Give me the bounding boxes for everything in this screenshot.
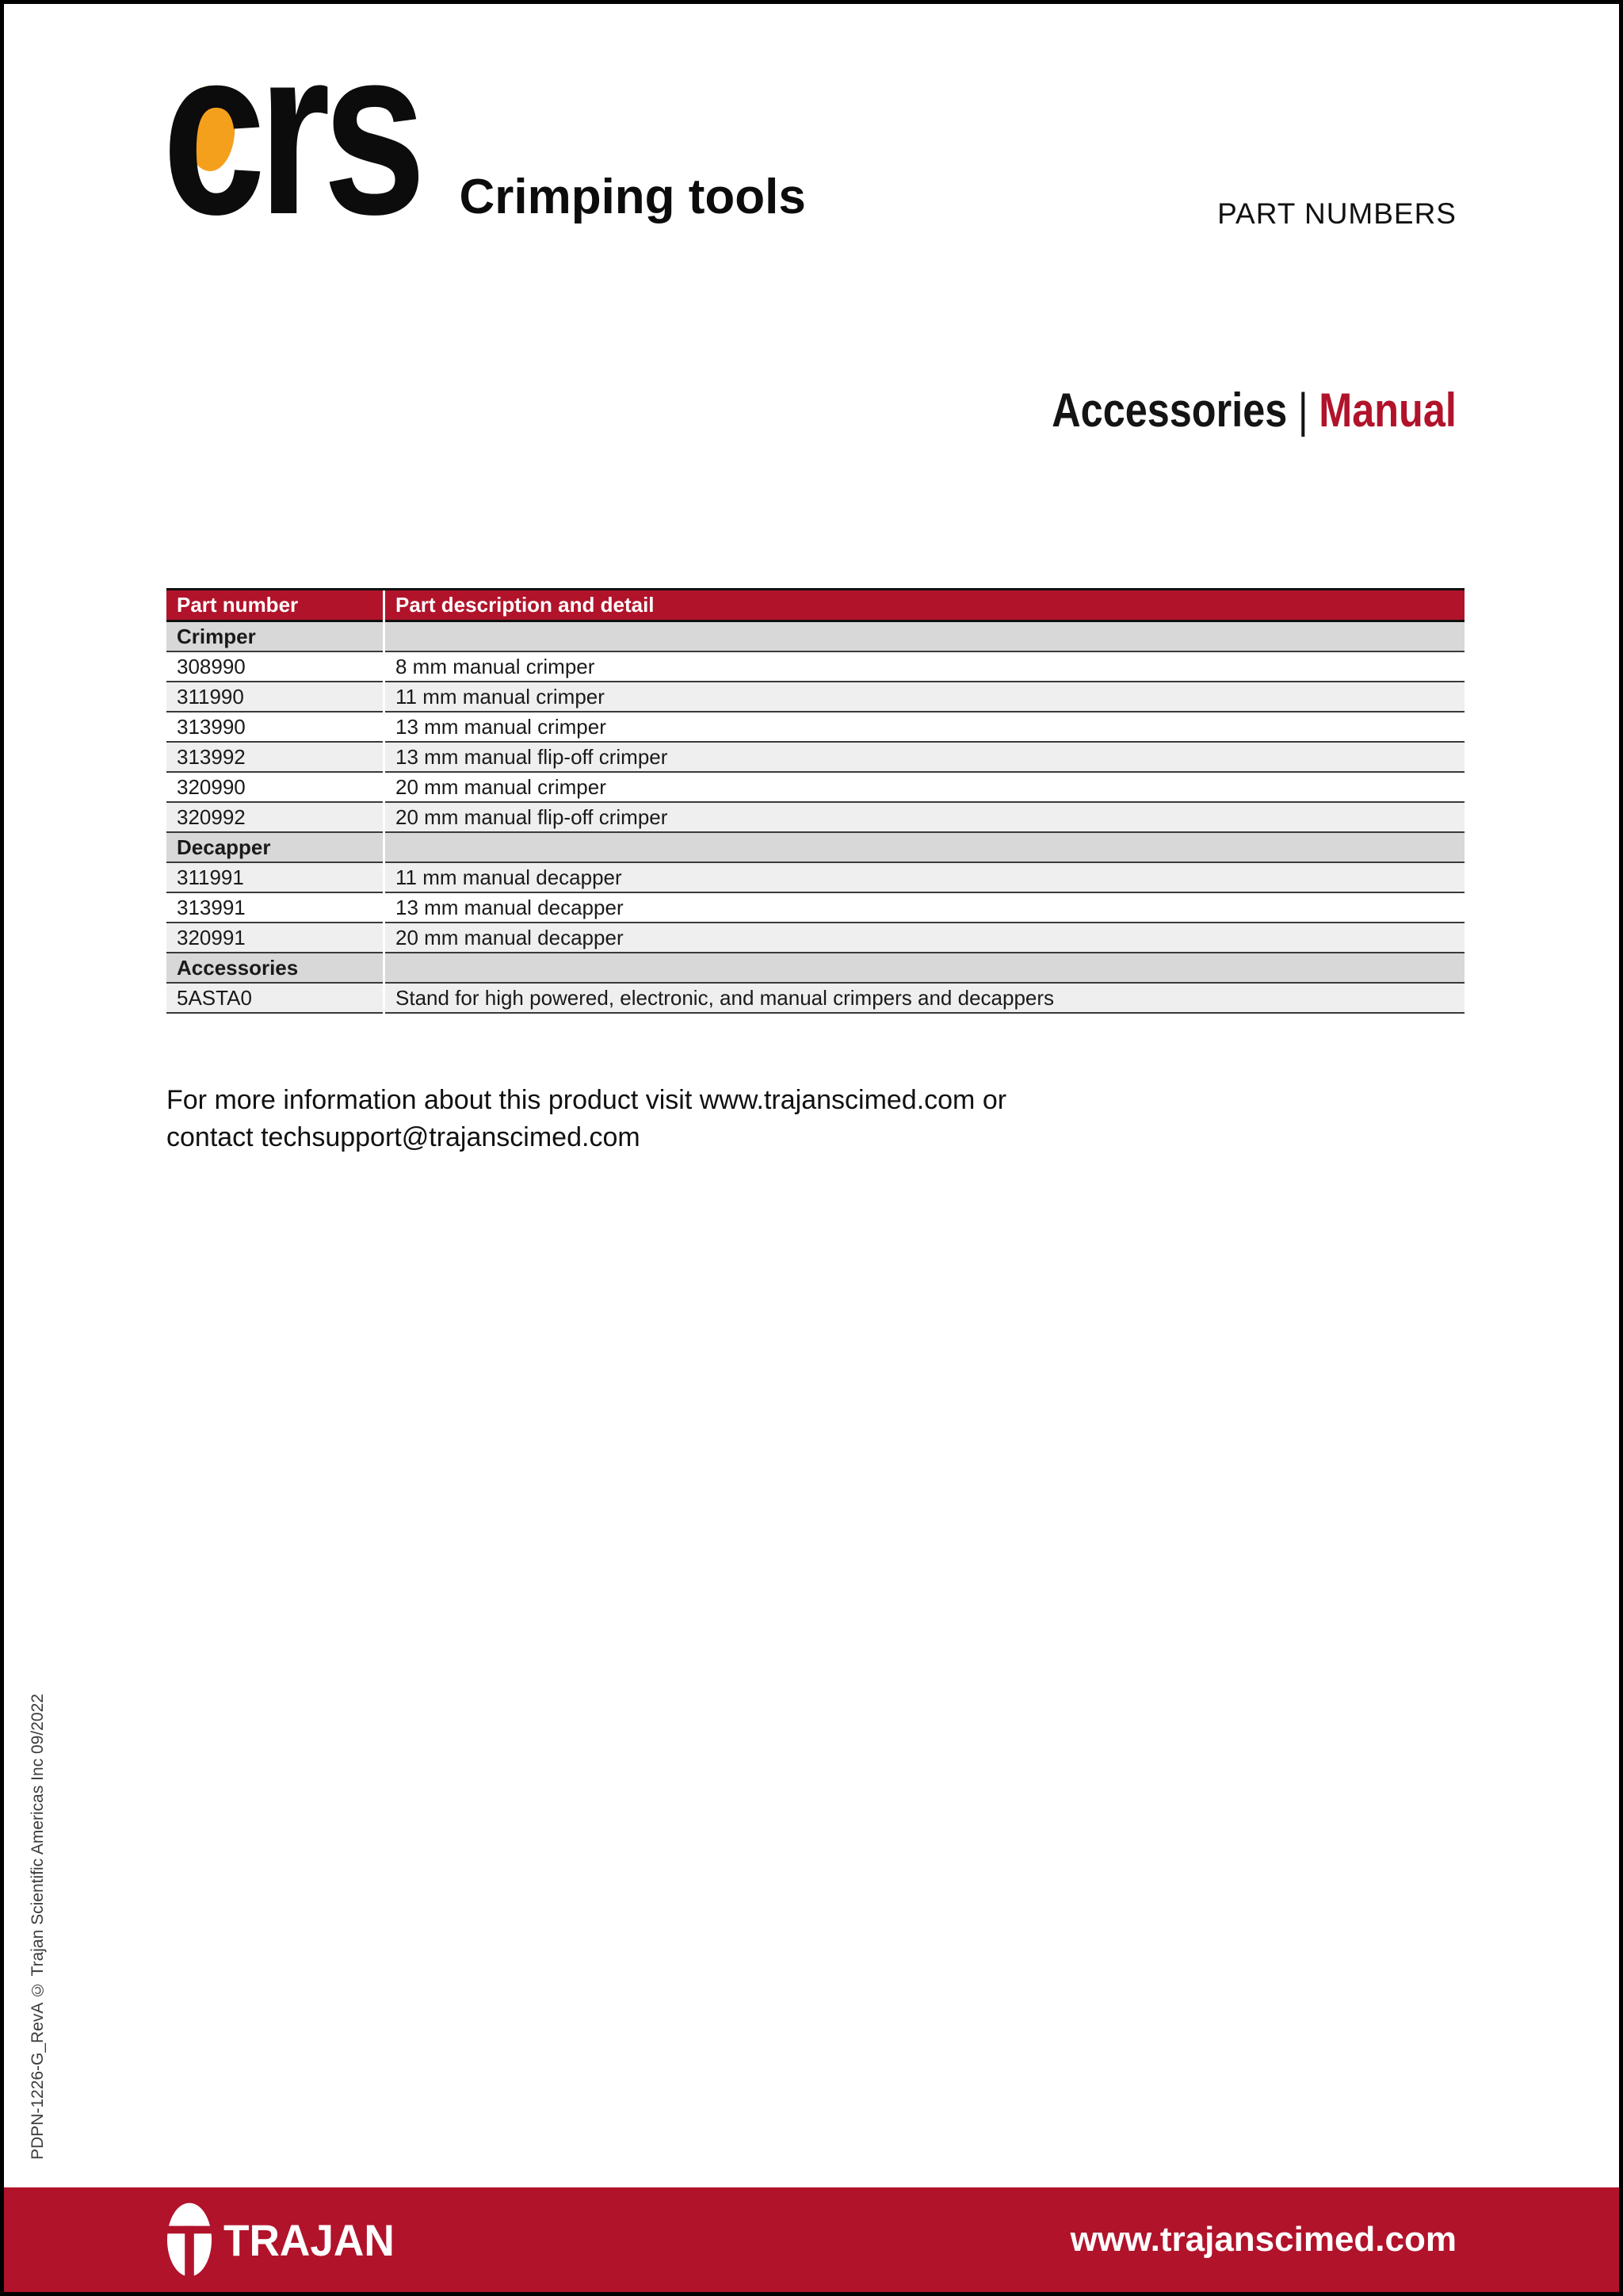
crs-logo — [162, 0, 419, 264]
parts-table-body — [166, 622, 1465, 1014]
part-description-cell: 8 mm manual crimper — [385, 652, 1465, 682]
section-filler — [385, 953, 1465, 984]
table-row — [166, 803, 1465, 833]
table-row — [166, 984, 1465, 1014]
heading-variant: Manual — [1319, 384, 1457, 437]
column-header-description: Part description and detail — [385, 590, 1465, 622]
info-line-1: For more information about this product visit www.trajanscimed.com or — [166, 1085, 1007, 1115]
table-row — [166, 863, 1465, 893]
part-description-cell: 13 mm manual flip-off crimper — [385, 743, 1465, 773]
part-number-cell: 313990 — [166, 712, 383, 743]
part-description-cell: 20 mm manual flip-off crimper — [385, 803, 1465, 833]
table-row — [166, 743, 1465, 773]
heading-divider: | — [1297, 384, 1308, 437]
masthead — [162, 0, 806, 264]
part-description-cell: 20 mm manual crimper — [385, 773, 1465, 803]
table-row — [166, 893, 1465, 923]
document-revision-note: PDPN-1226-G_RevA © Trajan Scientific Americas Inc 09/2022 — [29, 1694, 47, 2160]
page-title: Crimping tools — [459, 170, 806, 224]
doc-type-label: PART NUMBERS — [1217, 197, 1457, 230]
table-section-row — [166, 953, 1465, 984]
part-description-cell: Stand for high powered, electronic, and manual crimpers and decappers — [385, 984, 1465, 1014]
section-label: Accessories — [166, 953, 383, 984]
trajan-logo-text: TRAJAN — [223, 2214, 395, 2265]
table-header-row — [166, 588, 1465, 622]
parts-table — [166, 588, 1465, 1014]
part-number-cell: 308990 — [166, 652, 383, 682]
trajan-logo-icon — [166, 2202, 212, 2278]
part-number-cell: 313992 — [166, 743, 383, 773]
section-heading — [1052, 383, 1457, 437]
section-filler — [385, 833, 1465, 863]
table-row — [166, 682, 1465, 712]
crs-logo-text: crs — [162, 0, 419, 264]
part-description-cell: 11 mm manual decapper — [385, 863, 1465, 893]
table-row — [166, 773, 1465, 803]
table-section-row — [166, 833, 1465, 863]
table-row — [166, 923, 1465, 953]
table-row — [166, 712, 1465, 743]
info-paragraph — [166, 1082, 1006, 1156]
section-filler — [385, 622, 1465, 652]
part-number-cell: 320992 — [166, 803, 383, 833]
column-header-part-number: Part number — [166, 590, 383, 622]
part-description-cell: 13 mm manual decapper — [385, 893, 1465, 923]
part-description-cell: 11 mm manual crimper — [385, 682, 1465, 712]
table-row — [166, 652, 1465, 682]
part-number-cell: 5ASTA0 — [166, 984, 383, 1014]
part-description-cell: 20 mm manual decapper — [385, 923, 1465, 953]
part-number-cell: 311991 — [166, 863, 383, 893]
part-description-cell: 13 mm manual crimper — [385, 712, 1465, 743]
heading-category: Accessories — [1052, 384, 1288, 437]
trajan-logo — [166, 2202, 403, 2278]
section-label: Decapper — [166, 833, 383, 863]
part-number-cell: 313991 — [166, 893, 383, 923]
part-number-cell: 311990 — [166, 682, 383, 712]
footer-website: www.trajanscimed.com — [1070, 2220, 1457, 2259]
info-line-2: contact techsupport@trajanscimed.com — [166, 1122, 640, 1152]
part-number-cell: 320990 — [166, 773, 383, 803]
table-section-row — [166, 622, 1465, 652]
section-label: Crimper — [166, 622, 383, 652]
footer-bar — [4, 2187, 1619, 2292]
part-number-cell: 320991 — [166, 923, 383, 953]
